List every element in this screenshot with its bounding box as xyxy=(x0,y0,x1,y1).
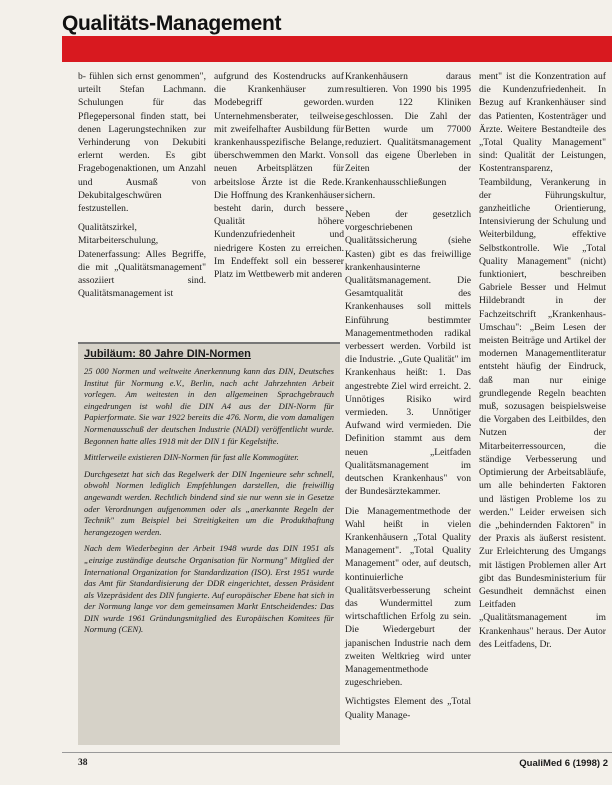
sidebar-paragraph: Mittlerweile existieren DIN-Normen für fast alle Kommogüter. xyxy=(84,452,299,463)
sidebar-paragraph: Nach dem Wiederbeginn der Arbeit 1948 wurde das DIN 1951 als „einzige zuständige deutsche Organisation für Normung" Mitglied der International Organization for Standardization (ISO). Erst 1951 wurde das Amt für Standardisierung der DDR eingerichtet, dessen Präsident als Vizepräsident des DIN fungierte. Auf europäischer Ebene hat sich in der Normung lange vor dem gemeinsamen Markt Entscheidendes: Das DIN wurde 1961 Gründungsmitglied des Europäischen Komitees für Normung (CEN). xyxy=(84,543,334,635)
paragraph: aufgrund des Kostendrucks auf die Krankenhäuser zum Modebegriff geworden. Unternehmensberater, teilweise mit zweifelhafter Ausbildung für krankenhausspezifische Belange, überschwemmen den Markt. Von neuen Arbeitsplätzen für arbeitslose Ärzte ist die Rede. Die Hoffnung des Krankenhäuser besteht darin, durch bessere Qualität höhere Kundenzufriedenheit und niedrigere Kosten zu erreichen. Im Endeffekt soll ein besserer Platz im Wettbewerb mit anderen xyxy=(214,71,344,281)
sidebar-paragraph: Durchgesetzt hat sich das Regelwerk der DIN Ingenieure sehr schnell, obwohl Normen lediglich Empfehlungen darstellen, die freiwillig angewandt werden. Rechtlich bindend sind sie nur wenn sie in Gesetze oder Verordnungen aufgenommen oder als „anerkannte Regeln der Technik" zum Beispiel bei Streitigkeiten um die Produkthaftung herangezogen werden. xyxy=(84,468,334,537)
paragraph: Krankenhäusern daraus resultieren. Von 1990 bis 1995 wurden 122 Kliniken geschlossen. Die Zahl der Betten wurde um 77000 reduziert. Qualitätsmanagement soll das eigene Überleben in Zeiten der Krankenhausschließungen sichern. xyxy=(345,71,471,201)
sidebar-paragraph: 25 000 Normen und weltweite Anerkennung kann das DIN, Deutsches Institut für Normung e.V., Berlin, nach acht Jahrzehnten Arbeit vorlegen. Am weitesten in den allgemeinen Sprachgebrauch eingedrungen ist wohl die DIN A4 aus der DIN-Norm für Papierformate. Sie war 1922 bereits die 476. Norm, die vom damaligen Normenausschuß der deutschen Industrie (NADI) veröffentlicht wurde. Begonnen hatte alles 1918 mit der DIN 1 für Kegelstifte. xyxy=(84,366,334,446)
paragraph: Neben der gesetzlich vorgeschriebenen Qualitätssicherung (siehe Kasten) gibt es das freiwillige krankenhausinterne Qualitätsmanagement. Die Gesamtqualität des Krankenhauses soll mittels Einführung bestimmter Managementmethoden radikal verbessert werden. Vorbild ist die Industrie. „Gute Qualität" im Krankenhaus heißt: 1. Das angestrebte Ziel wird erreicht. 2. Unnötiges Risiko wird vermieden. 3. Unnötiger Aufwand wird vermieden. Die Definition stammt aus dem neuen „Leitfaden Qualitätsmanagement im deutschen Krankenhaus" von der Bundesärztekammer. xyxy=(345,209,471,498)
sidebar-box-din-jubilee xyxy=(78,342,340,745)
header-color-band xyxy=(62,36,612,62)
paragraph: Qualitätszirkel, Mitarbeiterschulung, Datenerfassung: Alles Begriffe, die mit „Qualitätsmanagement" assoziiert sind. Qualitätsmanagement ist xyxy=(78,222,206,300)
paragraph: Wichtigstes Element des „Total Quality Manage- xyxy=(345,696,471,721)
page-number: 38 xyxy=(78,758,88,768)
text-column-1 xyxy=(78,70,206,306)
paragraph: b- fühlen sich ernst genommen", urteilt Stefan Lachmann. Schulungen für das Pflegepersonal finden statt, bei denen Lagerungstechniken zur Verhinderung von Dekubiti erlernt werden. Es gibt Fragebogenaktionen, um Anzahl und Ausmaß von Dekubitalgeschwüren festzustellen. xyxy=(78,71,206,215)
text-column-4 xyxy=(479,70,606,657)
sidebar-title: Jubiläum: 80 Jahre DIN-Normen xyxy=(84,348,251,360)
text-column-2 xyxy=(214,70,344,287)
footer-divider xyxy=(62,752,612,753)
journal-citation: QualiMed 6 (1998) 2 xyxy=(519,758,608,769)
text-column-3 xyxy=(345,70,471,728)
paragraph: ment" ist die Konzentration auf die Kundenzufriedenheit. In Bezug auf Krankenhäuser sind das Patienten, Kostenträger und Ärzte. Weitere Bestandteile des „Total Quality Management" sind: Qualität der Leistungen, Kostentransparenz, Teambildung, Verankerung in der Führungskultur, ganzheitliche Orientierung, Intensivierung der Schulung und Weiterbildung, effektive Selbstkontrolle. Wie „Total Quality Management" (nicht) funktioniert, beschreiben Gabriele Besser und Helmut Hildebrandt in der Fachzeitschrift „Krankenhaus-Umschau": „Beim Lesen der meisten Beiträge und Artikel der modernen Managementliteratur entsteht häufig der Eindruck, daß man nur einige grundlegende Regeln beachten muß, sozusagen beispielsweise die Vorgaben des Leitbildes, den Nutzen der Mitarbeiterressourcen, die ständige Verbesserung und Optimierung der Arbeitsabläufe, um alle behinderten Faktoren und lästigen Probleme los zu werden." Leider erweisen sich die „behindernden Faktoren" in der Praxis als äußerst resistent. Zur Erleichterung des Umgangs mit lästigen Problemen aller Art gibt das Bundesministerium für Gesundheit demnächst einen Leitfaden „Qualitätsmanagement im Krankenhaus" heraus. Der Autor des Leitfadens, Dr. xyxy=(479,71,606,650)
paragraph: Die Managementmethode der Wahl heißt in vielen Krankenhäusern „Total Quality Management". „Total Quality Management" oder, auf deutsch, kontinuierliche Qualitätsverbesserung scheint das Wundermittel zum wirtschaftlichen Erfolg zu sein. Die Wiedergeburt der japanischen Industrie nach dem zweiten Weltkrieg wird unter Managementmethode zugeschrieben. xyxy=(345,505,471,689)
page-title: Qualitäts-Management xyxy=(62,12,282,35)
